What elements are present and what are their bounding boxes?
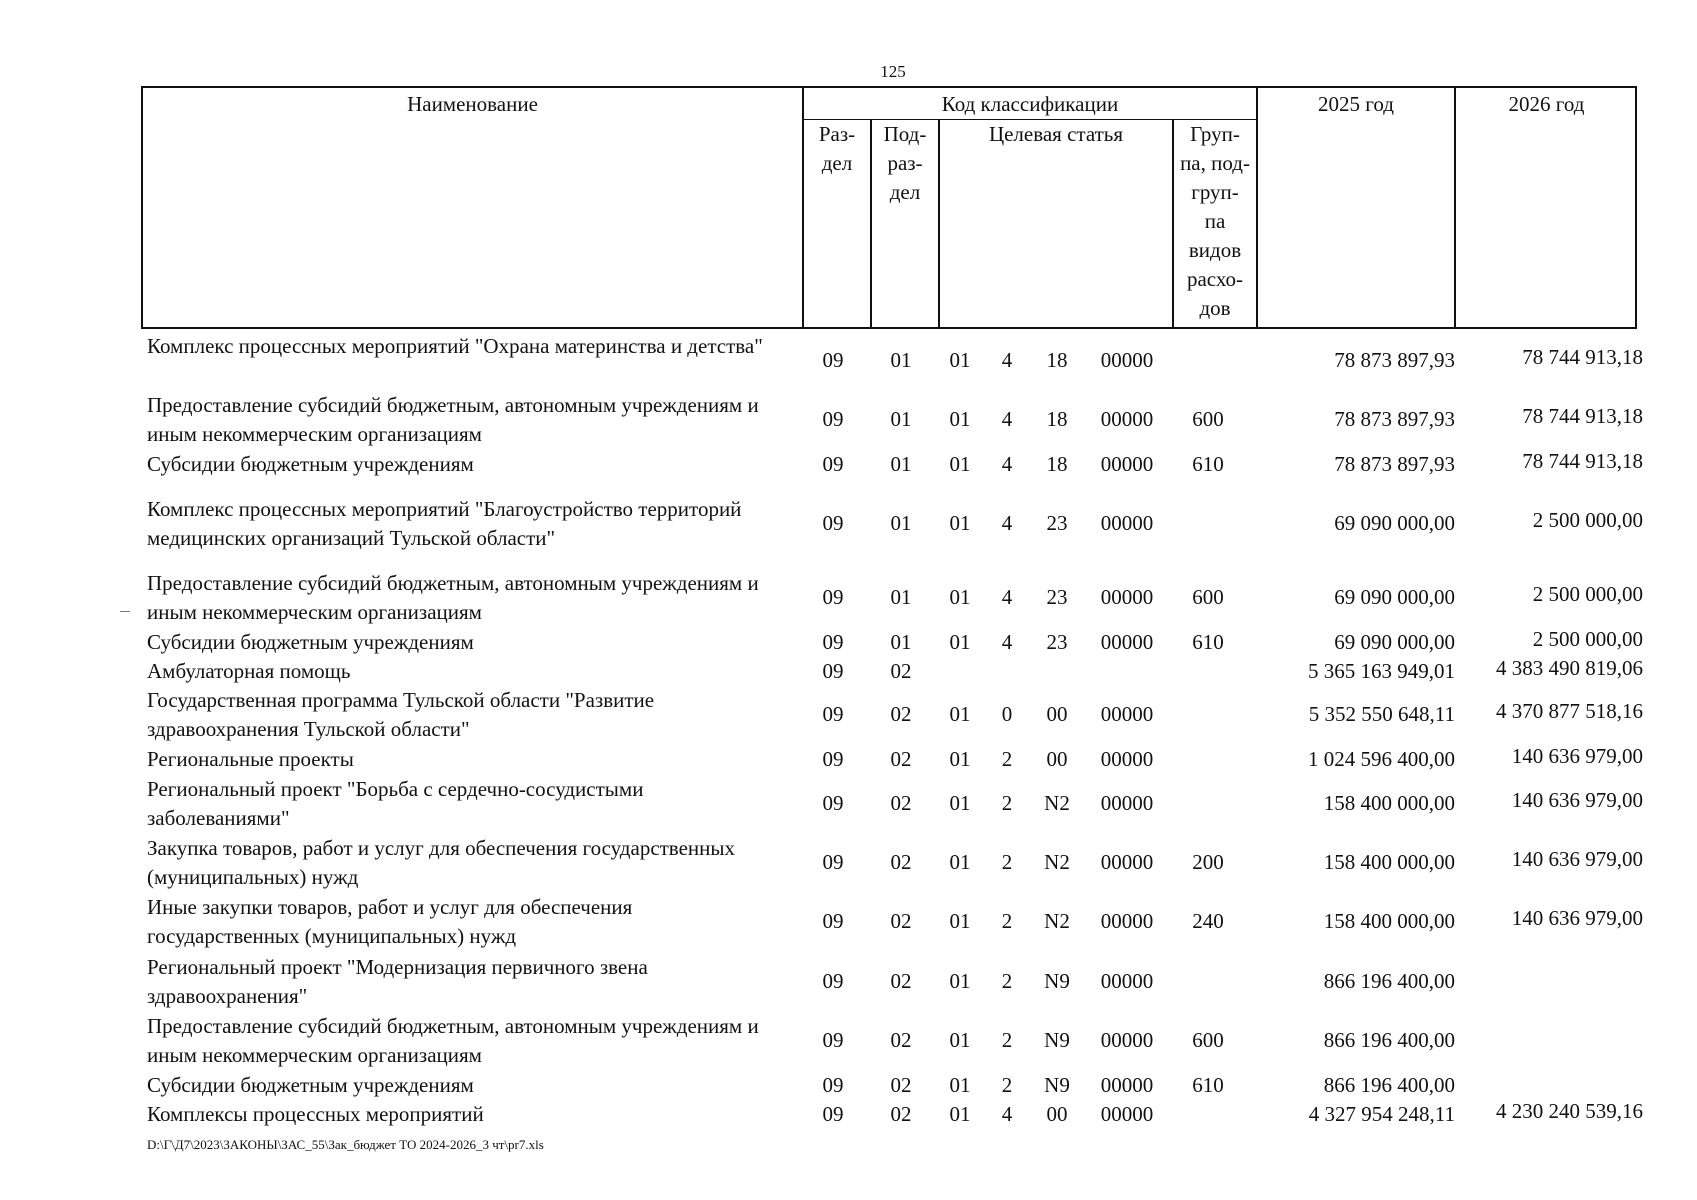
cell-target-direction: 00000 bbox=[1100, 747, 1154, 771]
cell-target-direction: 00000 bbox=[1100, 969, 1154, 993]
cell-section: 09 bbox=[822, 511, 844, 535]
cell-target-type: 4 bbox=[1001, 407, 1013, 431]
header-year-2025: 2025 год bbox=[1318, 92, 1394, 116]
cell-target-subprogram: 00 bbox=[1046, 747, 1068, 771]
cell-name: Субсидии бюджетным учреждениям bbox=[147, 630, 474, 654]
cell-amount-2025: 78 873 897,93 bbox=[1334, 452, 1455, 476]
cell-target-subprogram: 00 bbox=[1046, 1102, 1068, 1126]
scan-mark bbox=[120, 611, 130, 612]
header-year-2026: 2026 год bbox=[1508, 92, 1585, 116]
header-target-article: Целевая статья bbox=[988, 122, 1124, 146]
cell-name: Комплексы процессных мероприятий bbox=[147, 1102, 484, 1126]
cell-target-direction: 00000 bbox=[1100, 348, 1154, 372]
header-section: Раз- дел bbox=[818, 122, 856, 175]
cell-amount-2025: 69 090 000,00 bbox=[1334, 511, 1455, 535]
cell-target-program: 01 bbox=[949, 585, 971, 609]
table-row bbox=[0, 745, 1697, 774]
cell-subsection: 02 bbox=[890, 791, 912, 815]
cell-target-program: 01 bbox=[949, 348, 971, 372]
cell-target-program: 01 bbox=[949, 702, 971, 726]
cell-section: 09 bbox=[822, 1028, 844, 1052]
cell-section: 09 bbox=[822, 630, 844, 654]
cell-expense-group: 200 bbox=[1192, 850, 1224, 874]
cell-target-program: 01 bbox=[949, 909, 971, 933]
cell-name: Комплекс процессных мероприятий "Благоустройство территорий медицинских организаций Тульской области" bbox=[147, 497, 742, 550]
cell-amount-2026: 78 744 913,18 bbox=[1522, 345, 1643, 369]
cell-target-type: 2 bbox=[1001, 969, 1013, 993]
cell-target-program: 01 bbox=[949, 1102, 971, 1126]
cell-section: 09 bbox=[822, 1102, 844, 1126]
cell-expense-group: 600 bbox=[1192, 585, 1224, 609]
cell-target-direction: 00000 bbox=[1100, 407, 1154, 431]
table-row bbox=[0, 1012, 1697, 1070]
cell-name: Предоставление субсидий бюджетным, автономным учреждениям и иным некоммерческим организациям bbox=[147, 393, 759, 446]
cell-target-type: 2 bbox=[1001, 1028, 1013, 1052]
cell-target-type: 4 bbox=[1001, 348, 1013, 372]
cell-subsection: 02 bbox=[890, 850, 912, 874]
cell-target-program: 01 bbox=[949, 1028, 971, 1052]
cell-expense-group: 610 bbox=[1192, 452, 1224, 476]
cell-amount-2026: 4 370 877 518,16 bbox=[1496, 699, 1643, 723]
cell-amount-2025: 69 090 000,00 bbox=[1334, 585, 1455, 609]
cell-target-type: 0 bbox=[1001, 702, 1013, 726]
cell-amount-2025: 158 400 000,00 bbox=[1323, 850, 1455, 874]
cell-expense-group: 610 bbox=[1192, 1073, 1224, 1097]
cell-target-direction: 00000 bbox=[1100, 511, 1154, 535]
table-row bbox=[0, 569, 1697, 627]
cell-target-direction: 00000 bbox=[1100, 630, 1154, 654]
cell-amount-2026: 140 636 979,00 bbox=[1511, 847, 1643, 871]
cell-subsection: 01 bbox=[890, 452, 912, 476]
cell-name: Амбулаторная помощь bbox=[147, 659, 351, 683]
table-row bbox=[0, 893, 1697, 951]
cell-target-subprogram: 23 bbox=[1046, 511, 1068, 535]
cell-subsection: 01 bbox=[890, 511, 912, 535]
header-divider bbox=[1454, 88, 1456, 327]
cell-target-type: 4 bbox=[1001, 452, 1013, 476]
table-row bbox=[0, 450, 1697, 479]
cell-target-direction: 00000 bbox=[1100, 1102, 1154, 1126]
cell-target-program: 01 bbox=[949, 969, 971, 993]
cell-amount-2026: 2 500 000,00 bbox=[1532, 627, 1643, 651]
cell-target-program: 01 bbox=[949, 1073, 971, 1097]
cell-subsection: 02 bbox=[890, 1073, 912, 1097]
cell-amount-2026: 140 636 979,00 bbox=[1511, 906, 1643, 930]
cell-target-direction: 00000 bbox=[1100, 850, 1154, 874]
page-number: 125 bbox=[880, 62, 906, 81]
cell-amount-2026: 78 744 913,18 bbox=[1522, 449, 1643, 473]
cell-name: Предоставление субсидий бюджетным, автономным учреждениям и иным некоммерческим организациям bbox=[147, 571, 759, 624]
cell-section: 09 bbox=[822, 702, 844, 726]
table-row bbox=[0, 391, 1697, 449]
cell-name: Региональный проект "Борьба с сердечно-сосудистыми заболеваниями" bbox=[147, 777, 644, 830]
cell-section: 09 bbox=[822, 1073, 844, 1097]
cell-target-subprogram: N9 bbox=[1044, 1073, 1070, 1097]
cell-target-subprogram: N9 bbox=[1044, 969, 1070, 993]
cell-amount-2025: 866 196 400,00 bbox=[1323, 1028, 1455, 1052]
table-row bbox=[0, 1100, 1697, 1129]
cell-amount-2026: 2 500 000,00 bbox=[1532, 508, 1643, 532]
cell-section: 09 bbox=[822, 850, 844, 874]
cell-amount-2025: 866 196 400,00 bbox=[1323, 1073, 1455, 1097]
cell-amount-2026: 2 500 000,00 bbox=[1532, 582, 1643, 606]
cell-amount-2025: 78 873 897,93 bbox=[1334, 407, 1455, 431]
cell-target-subprogram: 23 bbox=[1046, 630, 1068, 654]
cell-target-subprogram: 00 bbox=[1046, 702, 1068, 726]
cell-target-type: 2 bbox=[1001, 1073, 1013, 1097]
cell-target-direction: 00000 bbox=[1100, 791, 1154, 815]
cell-expense-group: 610 bbox=[1192, 630, 1224, 654]
cell-target-direction: 00000 bbox=[1100, 909, 1154, 933]
cell-amount-2025: 78 873 897,93 bbox=[1334, 348, 1455, 372]
cell-subsection: 02 bbox=[890, 702, 912, 726]
cell-target-type: 4 bbox=[1001, 511, 1013, 535]
cell-section: 09 bbox=[822, 909, 844, 933]
cell-target-type: 4 bbox=[1001, 630, 1013, 654]
cell-subsection: 02 bbox=[890, 969, 912, 993]
cell-target-direction: 00000 bbox=[1100, 702, 1154, 726]
table-row bbox=[0, 775, 1697, 833]
cell-section: 09 bbox=[822, 585, 844, 609]
cell-target-program: 01 bbox=[949, 791, 971, 815]
header-divider bbox=[938, 119, 940, 327]
cell-subsection: 02 bbox=[890, 909, 912, 933]
table-header bbox=[141, 86, 1637, 329]
cell-name: Региональный проект "Модернизация первичного звена здравоохранения" bbox=[147, 955, 648, 1008]
cell-target-subprogram: 18 bbox=[1046, 452, 1068, 476]
cell-section: 09 bbox=[822, 659, 844, 683]
cell-target-type: 2 bbox=[1001, 850, 1013, 874]
cell-amount-2025: 4 327 954 248,11 bbox=[1308, 1102, 1455, 1126]
cell-section: 09 bbox=[822, 747, 844, 771]
cell-target-type: 2 bbox=[1001, 747, 1013, 771]
cell-subsection: 02 bbox=[890, 1102, 912, 1126]
cell-target-program: 01 bbox=[949, 407, 971, 431]
cell-subsection: 01 bbox=[890, 348, 912, 372]
cell-subsection: 02 bbox=[890, 747, 912, 771]
cell-expense-group: 600 bbox=[1192, 407, 1224, 431]
table-row bbox=[0, 1071, 1697, 1100]
cell-amount-2025: 5 365 163 949,01 bbox=[1308, 659, 1455, 683]
table-row bbox=[0, 686, 1697, 744]
cell-target-subprogram: N2 bbox=[1044, 850, 1070, 874]
table-row bbox=[0, 834, 1697, 892]
table-row bbox=[0, 953, 1697, 1011]
cell-amount-2026: 4 230 240 539,16 bbox=[1496, 1099, 1643, 1123]
cell-amount-2026: 140 636 979,00 bbox=[1511, 788, 1643, 812]
header-expense-group: Груп- па, под- груп- па видов расхо- дов bbox=[1180, 122, 1250, 320]
cell-amount-2025: 5 352 550 648,11 bbox=[1308, 702, 1455, 726]
cell-section: 09 bbox=[822, 452, 844, 476]
cell-target-subprogram: 18 bbox=[1046, 407, 1068, 431]
file-path-footer: D:\Г\Д7\2023\ЗАКОНЫ\ЗАС_55\Зак_бюджет ТО 2024-2026_3 чт\pr7.xls bbox=[147, 1137, 544, 1152]
header-divider bbox=[1256, 88, 1258, 327]
cell-amount-2025: 158 400 000,00 bbox=[1323, 909, 1455, 933]
cell-target-direction: 00000 bbox=[1100, 452, 1154, 476]
cell-target-direction: 00000 bbox=[1100, 1073, 1154, 1097]
cell-subsection: 02 bbox=[890, 659, 912, 683]
cell-name: Закупка товаров, работ и услуг для обеспечения государственных (муниципальных) нужд bbox=[147, 836, 736, 889]
cell-target-subprogram: N9 bbox=[1044, 1028, 1070, 1052]
cell-subsection: 02 bbox=[890, 1028, 912, 1052]
cell-target-program: 01 bbox=[949, 511, 971, 535]
cell-section: 09 bbox=[822, 969, 844, 993]
table-row bbox=[0, 332, 1697, 390]
cell-amount-2025: 866 196 400,00 bbox=[1323, 969, 1455, 993]
cell-expense-group: 240 bbox=[1192, 909, 1224, 933]
cell-expense-group: 600 bbox=[1192, 1028, 1224, 1052]
cell-subsection: 01 bbox=[890, 630, 912, 654]
cell-target-subprogram: N2 bbox=[1044, 791, 1070, 815]
cell-amount-2025: 1 024 596 400,00 bbox=[1308, 747, 1455, 771]
cell-target-program: 01 bbox=[949, 452, 971, 476]
header-code-group: Код классификации bbox=[941, 92, 1119, 116]
header-subsection: Под- раз- дел bbox=[883, 122, 927, 204]
cell-target-subprogram: 18 bbox=[1046, 348, 1068, 372]
cell-target-type: 4 bbox=[1001, 585, 1013, 609]
cell-amount-2025: 158 400 000,00 bbox=[1323, 791, 1455, 815]
table-row bbox=[0, 495, 1697, 553]
cell-name: Субсидии бюджетным учреждениям bbox=[147, 452, 474, 476]
cell-section: 09 bbox=[822, 407, 844, 431]
cell-target-direction: 00000 bbox=[1100, 1028, 1154, 1052]
cell-target-type: 2 bbox=[1001, 909, 1013, 933]
cell-amount-2026: 140 636 979,00 bbox=[1511, 744, 1643, 768]
cell-subsection: 01 bbox=[890, 585, 912, 609]
cell-target-type: 2 bbox=[1001, 791, 1013, 815]
cell-section: 09 bbox=[822, 348, 844, 372]
cell-name: Комплекс процессных мероприятий "Охрана материнства и детства" bbox=[147, 334, 763, 358]
cell-name: Региональные проекты bbox=[147, 747, 354, 771]
table-row bbox=[0, 657, 1697, 686]
cell-name: Субсидии бюджетным учреждениям bbox=[147, 1073, 474, 1097]
cell-name: Иные закупки товаров, работ и услуг для обеспечения государственных (муниципальных) нужд bbox=[147, 895, 633, 948]
table-row bbox=[0, 628, 1697, 657]
cell-target-type: 4 bbox=[1001, 1102, 1013, 1126]
cell-target-direction: 00000 bbox=[1100, 585, 1154, 609]
header-name: Наименование bbox=[407, 92, 538, 116]
cell-amount-2025: 69 090 000,00 bbox=[1334, 630, 1455, 654]
cell-target-subprogram: N2 bbox=[1044, 909, 1070, 933]
cell-name: Государственная программа Тульской области "Развитие здравоохранения Тульской области" bbox=[147, 688, 655, 741]
cell-target-program: 01 bbox=[949, 747, 971, 771]
cell-name: Предоставление субсидий бюджетным, автономным учреждениям и иным некоммерческим организациям bbox=[147, 1014, 759, 1067]
cell-target-subprogram: 23 bbox=[1046, 585, 1068, 609]
cell-amount-2026: 78 744 913,18 bbox=[1522, 404, 1643, 428]
cell-target-program: 01 bbox=[949, 630, 971, 654]
cell-amount-2026: 4 383 490 819,06 bbox=[1496, 656, 1643, 680]
cell-subsection: 01 bbox=[890, 407, 912, 431]
cell-target-program: 01 bbox=[949, 850, 971, 874]
cell-section: 09 bbox=[822, 791, 844, 815]
